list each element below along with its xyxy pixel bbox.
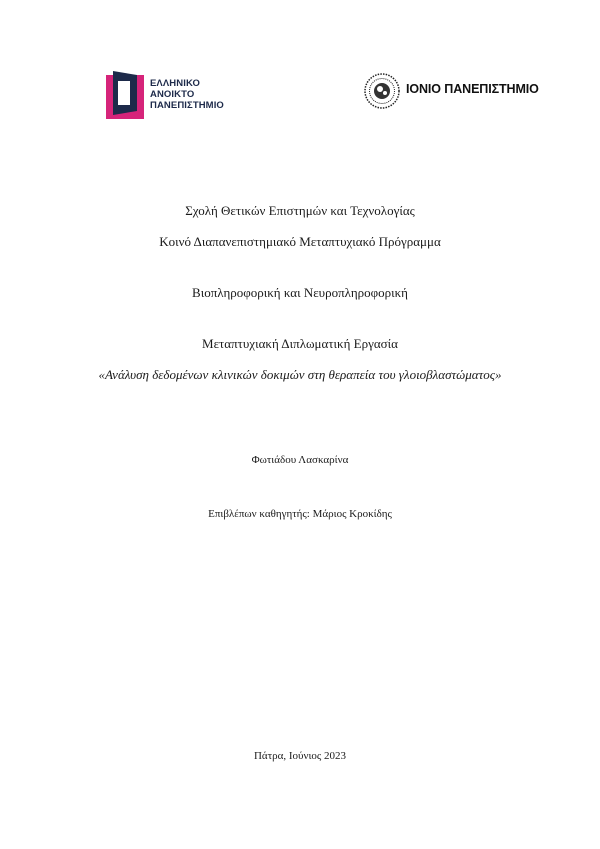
school-name: Σχολή Θετικών Επιστημών και Τεχνολογίας bbox=[185, 203, 415, 218]
supervisor-line: Επιβλέπων καθηγητής: Μάριος Κροκίδης bbox=[208, 508, 392, 520]
hou-logo-line-1: ΕΛΛΗΝΙΚΟ bbox=[150, 78, 200, 89]
ionian-seal-icon bbox=[364, 73, 400, 109]
thesis-type: Μεταπτυχιακή Διπλωματική Εργασία bbox=[202, 336, 398, 351]
hou-emblem-icon bbox=[106, 71, 148, 121]
hellenic-open-university-logo bbox=[106, 71, 236, 121]
ionian-university-logo bbox=[364, 73, 540, 109]
hou-logo-line-3: ΠΑΝΕΠΙΣΤΗΜΙΟ bbox=[150, 100, 224, 111]
author-name: Φωτιάδου Λασκαρίνα bbox=[251, 454, 349, 466]
place-date: Πάτρα, Ιούνιος 2023 bbox=[253, 750, 347, 762]
thesis-title: «Ανάλυση δεδομένων κλινικών δοκιμών στη θεραπεία του γλοιοβλαστώματος» bbox=[98, 367, 502, 382]
ionian-logo-text: ΙΟΝΙΟ ΠΑΝΕΠΙΣΤΗΜΙΟ bbox=[406, 82, 539, 96]
field-of-study: Βιοπληροφορική και Νευροπληροφορική bbox=[192, 285, 408, 300]
hou-logo-text bbox=[150, 78, 224, 111]
hou-logo-line-2: ΑΝΟΙΚΤΟ bbox=[150, 89, 195, 100]
program-name: Κοινό Διαπανεπιστημιακό Μεταπτυχιακό Πρόγραμμα bbox=[159, 234, 441, 249]
